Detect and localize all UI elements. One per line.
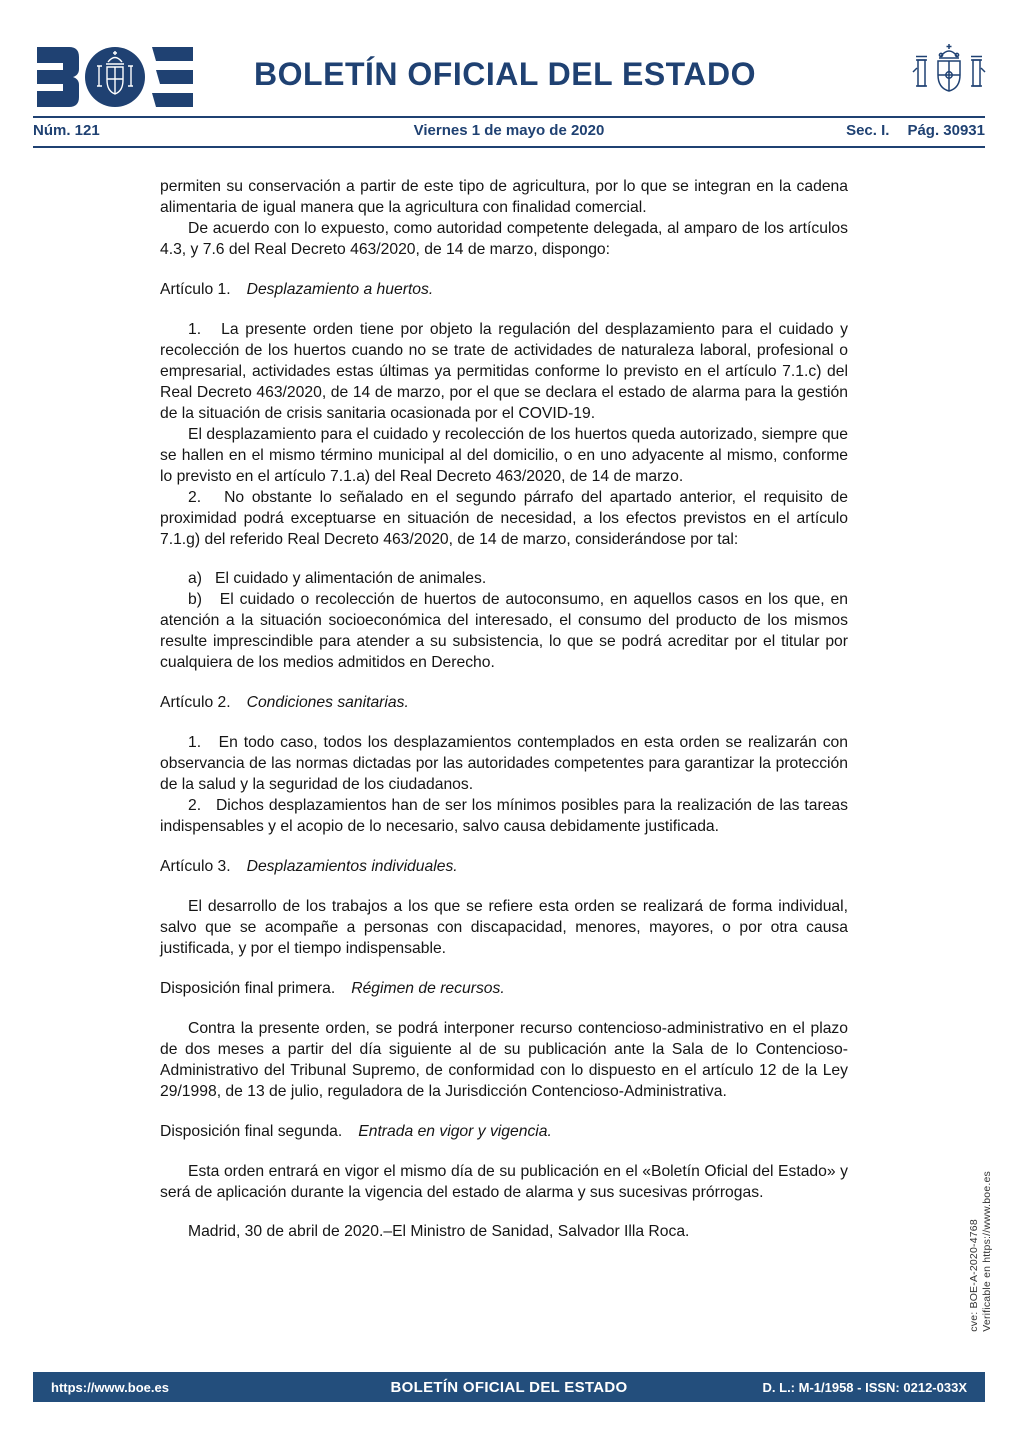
heading-title: Desplazamientos individuales. [246,858,458,875]
cve-code: cve: BOE-A-2020-4768 [968,1219,980,1332]
document-body [160,176,848,1242]
verification-sidebar [968,1171,994,1332]
paragraph: El desarrollo de los trabajos a los que se refiere esta orden se realizará de forma individual, salvo que se acompañe a personas con discapacidad, menores, mayores, o por otra causa justificada, y por el tiempo indispensable. [160,898,848,957]
issue-date: Viernes 1 de mayo de 2020 [413,122,605,139]
article-heading [160,978,848,999]
footer-title: BOLETÍN OFICIAL DEL ESTADO [390,1378,628,1396]
heading-title: Condiciones sanitarias. [246,694,409,711]
paragraph: 2. No obstante lo señalado en el segundo párrafo del apartado anterior, el requisito de proximidad podrá exceptuarse en situación de necesidad, a los efectos previstos en el artículo 7.1.g) del referido Real Decreto 463/2020, de 14 de marzo, considerándose por tal: [160,489,848,548]
paragraph: Contra la presente orden, se podrá interponer recurso contencioso-administrativo en el plazo de dos meses a partir del día siguiente al de su publicación ante la Sala de lo Contencioso-Administrativo del Tribunal Supremo, de conformidad con lo dispuesto en el artículo 12 de la Ley 29/1998, de 13 de julio, reguladora de la Jurisdicción Contencioso-Administrativa. [160,1020,848,1100]
paragraph: permiten su conservación a partir de este tipo de agricultura, por lo que se integran en la cadena alimentaria de igual manera que la agricultura con finalidad comercial. [160,178,848,216]
issue-bar [33,122,985,139]
footer-deposit-issn: D. L.: M-1/1958 - ISSN: 0212-033X [762,1379,967,1395]
heading-label: Artículo 2. [160,694,231,711]
article-heading [160,856,848,877]
issue-number: Núm. 121 [33,122,100,139]
paragraph: 1. En todo caso, todos los desplazamientos contemplados en esta orden se realizarán con observancia de las normas dictadas por las autoridades competentes para garantizar la protección de la salud y la seguridad de los ciudadanos. [160,734,848,793]
paragraph: 1. La presente orden tiene por objeto la regulación del desplazamiento para el cuidado y recolección de los huertos cuando no se trate de actividades de naturaleza laboral, profesional o empresarial, actividades estas últimas ya permitidas conforme lo previsto en el artículo 7.1.c) del Real Decreto 463/2020, de 14 de marzo, por el que se declara el estado de alarma para la gestión de la situación de crisis sanitaria ocasionada por el COVID-19. [160,321,848,422]
heading-label: Artículo 1. [160,281,231,298]
paragraph: Madrid, 30 de abril de 2020.–El Ministro de Sanidad, Salvador Illa Roca. [188,1223,690,1240]
paragraph: El desplazamiento para el cuidado y recolección de los huertos queda autorizado, siempre que se hallen en el mismo término municipal al del domicilio, o en uno adyacente al mismo, conforme lo previsto en el artículo 7.1.a) del Real Decreto 463/2020, de 14 de marzo. [160,426,848,485]
heading-title: Régimen de recursos. [351,980,505,997]
heading-title: Entrada en vigor y vigencia. [358,1123,552,1140]
paragraph: 2. Dichos desplazamientos han de ser los mínimos posibles para la realización de las tareas indispensables y el acopio de lo necesario, salvo causa debidamente justificada. [160,797,848,835]
header-rule-top [33,116,985,118]
heading-label: Disposición final primera. [160,980,336,997]
paragraph: De acuerdo con lo expuesto, como autoridad competente delegada, al amparo de los artículos 4.3, y 7.6 del Real Decreto 463/2020, de 14 de marzo, dispongo: [160,220,848,258]
paragraph: b) El cuidado o recolección de huertos de autoconsumo, en aquellos casos en los que, en atención a la situación socioeconómica del interesado, el consumo del producto de los mismos resulte imprescindible para atender a su subsistencia, lo que se podrá acreditar por el titular por cualquiera de los medios admitidos en Derecho. [160,591,848,671]
paragraph: a) El cuidado y alimentación de animales. [188,570,487,587]
section-label: Sec. I. [846,122,890,139]
heading-title: Desplazamiento a huertos. [246,281,434,298]
footer-bar [33,1372,985,1402]
heading-label: Artículo 3. [160,858,231,875]
heading-label: Disposición final segunda. [160,1123,343,1140]
article-heading [160,692,848,713]
page-title: BOLETÍN OFICIAL DEL ESTADO [254,56,756,92]
page-number: Pág. 30931 [907,122,985,139]
article-heading [160,1121,848,1142]
paragraph: Esta orden entrará en vigor el mismo día de su publicación en el «Boletín Oficial del Estado» y será de aplicación durante la vigencia del estado de alarma y sus sucesivas prórrogas. [160,1163,848,1201]
footer-url-link[interactable]: https://www.boe.es [51,1379,169,1395]
coat-of-arms-icon [910,42,988,108]
header-rule-bottom [33,146,985,148]
article-heading [160,279,848,300]
verificable-note: Verificable en https://www.boe.es [981,1171,993,1332]
